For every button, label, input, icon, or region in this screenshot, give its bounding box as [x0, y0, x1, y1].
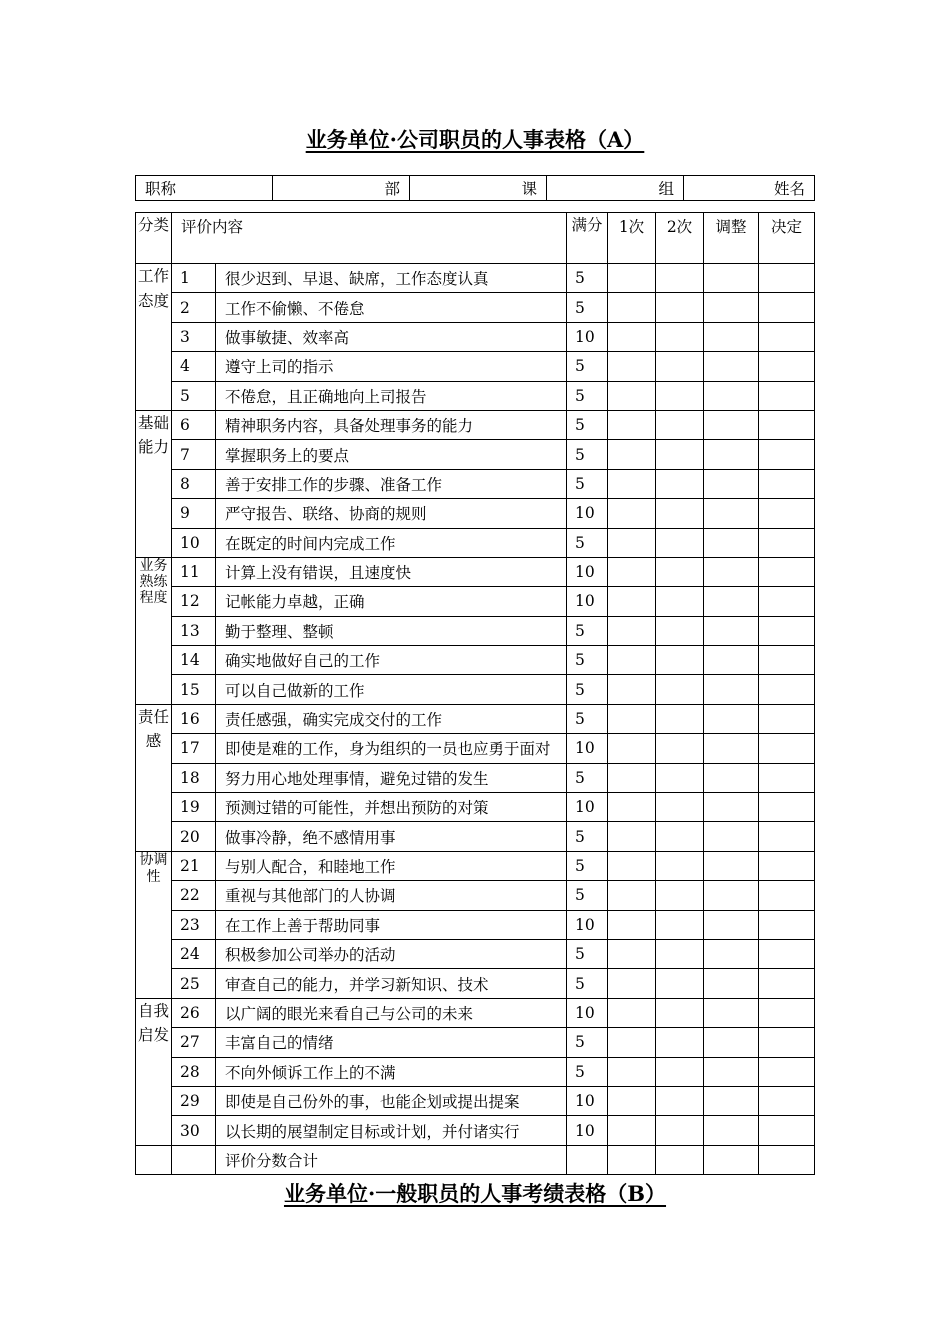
item-number: 4 [172, 352, 216, 381]
max-score: 5 [567, 264, 608, 293]
second-score-cell[interactable] [656, 1086, 704, 1115]
first-score-cell[interactable] [608, 1116, 656, 1145]
item-description: 精神职务内容，具备处理事务的能力 [216, 410, 567, 439]
item-number: 26 [172, 998, 216, 1027]
item-description: 工作不偷懒、不倦怠 [216, 293, 567, 322]
second-score-cell[interactable] [656, 381, 704, 410]
group-field[interactable]: 组 [547, 176, 684, 201]
table-row [136, 939, 815, 968]
decision-cell[interactable] [759, 881, 815, 910]
table-row [136, 969, 815, 998]
table-row [136, 763, 815, 792]
item-number: 13 [172, 616, 216, 645]
max-score: 5 [567, 528, 608, 557]
total-second-cell[interactable] [656, 1145, 704, 1174]
second-score-cell[interactable] [656, 939, 704, 968]
adjust-cell[interactable] [704, 704, 759, 733]
adjust-cell[interactable] [704, 793, 759, 822]
adjust-cell[interactable] [704, 939, 759, 968]
item-description: 记帐能力卓越，正确 [216, 587, 567, 616]
second-score-cell[interactable] [656, 851, 704, 880]
decision-cell[interactable] [759, 322, 815, 351]
item-number: 22 [172, 881, 216, 910]
adjust-cell[interactable] [704, 616, 759, 645]
total-first-cell[interactable] [608, 1145, 656, 1174]
first-score-cell[interactable] [608, 851, 656, 880]
item-number: 7 [172, 440, 216, 469]
item-description: 不倦怠，且正确地向上司报告 [216, 381, 567, 410]
item-number: 27 [172, 1028, 216, 1057]
item-number: 17 [172, 734, 216, 763]
adjust-cell[interactable] [704, 1057, 759, 1086]
adjust-cell[interactable] [704, 264, 759, 293]
decision-cell[interactable] [759, 704, 815, 733]
decision-cell[interactable] [759, 352, 815, 381]
first-score-cell[interactable] [608, 881, 656, 910]
first-score-cell[interactable] [608, 675, 656, 704]
table-row [136, 410, 815, 439]
max-score: 10 [567, 557, 608, 586]
adjust-cell[interactable] [704, 499, 759, 528]
table-row [136, 998, 815, 1027]
first-score-cell[interactable] [608, 499, 656, 528]
table-row [136, 910, 815, 939]
table-row [136, 646, 815, 675]
first-score-cell[interactable] [608, 910, 656, 939]
item-description: 在既定的时间内完成工作 [216, 528, 567, 557]
max-score: 5 [567, 675, 608, 704]
first-score-cell[interactable] [608, 1086, 656, 1115]
second-score-cell[interactable] [656, 793, 704, 822]
form-b-title: 业务单位·一般职员的人事考绩表格（B） [283, 1181, 667, 1206]
name-field[interactable]: 姓名 [684, 176, 815, 201]
table-row [136, 822, 815, 851]
max-score: 10 [567, 499, 608, 528]
max-score: 5 [567, 939, 608, 968]
table-row [136, 469, 815, 498]
adjust-cell[interactable] [704, 528, 759, 557]
adjust-cell[interactable] [704, 822, 759, 851]
first-score-cell[interactable] [608, 381, 656, 410]
item-description: 掌握职务上的要点 [216, 440, 567, 469]
decision-cell[interactable] [759, 793, 815, 822]
table-row [136, 1057, 815, 1086]
table-row [136, 704, 815, 733]
first-score-cell[interactable] [608, 410, 656, 439]
adjust-cell[interactable] [704, 440, 759, 469]
adjust-cell[interactable] [704, 763, 759, 792]
total-decision-cell[interactable] [759, 1145, 815, 1174]
item-description: 审查自己的能力，并学习新知识、技术 [216, 969, 567, 998]
table-row [136, 499, 815, 528]
adjust-header: 调整 [704, 213, 759, 264]
table-row [136, 1028, 815, 1057]
item-number: 2 [172, 293, 216, 322]
table-row [136, 675, 815, 704]
table-row [136, 440, 815, 469]
item-description: 责任感强，确实完成交付的工作 [216, 704, 567, 733]
adjust-cell[interactable] [704, 1086, 759, 1115]
first-score-cell[interactable] [608, 734, 656, 763]
second-score-cell[interactable] [656, 734, 704, 763]
table-header-row [136, 213, 815, 264]
first-score-cell[interactable] [608, 969, 656, 998]
item-description: 以长期的展望制定目标或计划，并付诸实行 [216, 1116, 567, 1145]
max-score: 5 [567, 1057, 608, 1086]
max-score: 5 [567, 616, 608, 645]
max-score: 5 [567, 410, 608, 439]
adjust-cell[interactable] [704, 410, 759, 439]
max-score: 10 [567, 734, 608, 763]
category-label: 协调性 [136, 851, 172, 998]
first-score-cell[interactable] [608, 352, 656, 381]
item-description: 很少迟到、早退、缺席，工作态度认真 [216, 264, 567, 293]
item-number: 8 [172, 469, 216, 498]
adjust-cell[interactable] [704, 998, 759, 1027]
first-score-cell[interactable] [608, 557, 656, 586]
first-score-cell[interactable] [608, 293, 656, 322]
decision-cell[interactable] [759, 616, 815, 645]
decision-cell[interactable] [759, 851, 815, 880]
max-score: 5 [567, 646, 608, 675]
first-round-header: 1次 [608, 213, 656, 264]
item-description: 计算上没有错误，且速度快 [216, 557, 567, 586]
total-row [136, 1145, 815, 1174]
max-score: 5 [567, 293, 608, 322]
item-number: 5 [172, 381, 216, 410]
decision-cell[interactable] [759, 998, 815, 1027]
item-number: 21 [172, 851, 216, 880]
first-score-cell[interactable] [608, 322, 656, 351]
adjust-cell[interactable] [704, 881, 759, 910]
table-row [136, 587, 815, 616]
second-score-cell[interactable] [656, 910, 704, 939]
adjust-cell[interactable] [704, 851, 759, 880]
max-score: 5 [567, 1028, 608, 1057]
decision-cell[interactable] [759, 381, 815, 410]
decision-cell[interactable] [759, 734, 815, 763]
first-score-cell[interactable] [608, 264, 656, 293]
department-field[interactable]: 部 [273, 176, 410, 201]
content-header: 评价内容 [172, 213, 567, 264]
item-number: 18 [172, 763, 216, 792]
total-adjust-cell[interactable] [704, 1145, 759, 1174]
max-score: 5 [567, 352, 608, 381]
second-score-cell[interactable] [656, 1116, 704, 1145]
position-field[interactable]: 职称 [136, 176, 273, 201]
category-header: 分类 [136, 213, 172, 264]
first-score-cell[interactable] [608, 1057, 656, 1086]
max-score: 5 [567, 851, 608, 880]
table-row [136, 881, 815, 910]
second-score-cell[interactable] [656, 499, 704, 528]
second-score-cell[interactable] [656, 410, 704, 439]
adjust-cell[interactable] [704, 557, 759, 586]
first-score-cell[interactable] [608, 939, 656, 968]
decision-cell[interactable] [759, 1028, 815, 1057]
adjust-cell[interactable] [704, 646, 759, 675]
item-number: 11 [172, 557, 216, 586]
second-score-cell[interactable] [656, 646, 704, 675]
item-description: 积极参加公司举办的活动 [216, 939, 567, 968]
max-score: 10 [567, 793, 608, 822]
item-description: 预测过错的可能性，并想出预防的对策 [216, 793, 567, 822]
adjust-cell[interactable] [704, 1116, 759, 1145]
second-score-cell[interactable] [656, 616, 704, 645]
adjust-cell[interactable] [704, 293, 759, 322]
category-label: 业务熟练程度 [136, 557, 172, 704]
max-score: 10 [567, 998, 608, 1027]
first-score-cell[interactable] [608, 1028, 656, 1057]
second-score-cell[interactable] [656, 998, 704, 1027]
item-description: 丰富自己的情绪 [216, 1028, 567, 1057]
item-number: 20 [172, 822, 216, 851]
max-score: 5 [567, 822, 608, 851]
table-row [136, 734, 815, 763]
evaluation-table [135, 212, 815, 1175]
decision-cell[interactable] [759, 969, 815, 998]
adjust-cell[interactable] [704, 734, 759, 763]
item-number: 30 [172, 1116, 216, 1145]
item-number: 12 [172, 587, 216, 616]
first-score-cell[interactable] [608, 616, 656, 645]
item-number: 16 [172, 704, 216, 733]
category-label: 基础能力 [136, 410, 172, 557]
second-score-cell[interactable] [656, 264, 704, 293]
decision-cell[interactable] [759, 264, 815, 293]
decision-cell[interactable] [759, 528, 815, 557]
decision-cell[interactable] [759, 499, 815, 528]
table-row [136, 851, 815, 880]
total-max-cell [567, 1145, 608, 1174]
decision-header: 决定 [759, 213, 815, 264]
decision-cell[interactable] [759, 675, 815, 704]
item-description: 勤于整理、整顿 [216, 616, 567, 645]
item-description: 不向外倾诉工作上的不满 [216, 1057, 567, 1086]
item-number: 29 [172, 1086, 216, 1115]
decision-cell[interactable] [759, 469, 815, 498]
item-number: 1 [172, 264, 216, 293]
max-score: 10 [567, 1086, 608, 1115]
item-number: 28 [172, 1057, 216, 1086]
table-row [136, 1116, 815, 1145]
max-score: 10 [567, 587, 608, 616]
table-row [136, 793, 815, 822]
item-number: 15 [172, 675, 216, 704]
score-header: 满分 [567, 213, 608, 264]
decision-cell[interactable] [759, 646, 815, 675]
decision-cell[interactable] [759, 763, 815, 792]
first-score-cell[interactable] [608, 763, 656, 792]
decision-cell[interactable] [759, 1057, 815, 1086]
item-number: 14 [172, 646, 216, 675]
second-score-cell[interactable] [656, 293, 704, 322]
max-score: 5 [567, 763, 608, 792]
second-score-cell[interactable] [656, 704, 704, 733]
second-round-header: 2次 [656, 213, 704, 264]
total-label: 评价分数合计 [216, 1145, 567, 1174]
total-number-cell [172, 1145, 216, 1174]
item-description: 做事冷静，绝不感情用事 [216, 822, 567, 851]
decision-cell[interactable] [759, 410, 815, 439]
table-row [136, 352, 815, 381]
item-description: 即使是自己份外的事，也能企划或提出提案 [216, 1086, 567, 1115]
item-description: 即使是难的工作，身为组织的一员也应勇于面对 [216, 734, 567, 763]
category-label: 自我启发 [136, 998, 172, 1145]
adjust-cell[interactable] [704, 1028, 759, 1057]
second-score-cell[interactable] [656, 822, 704, 851]
item-description: 重视与其他部门的人协调 [216, 881, 567, 910]
max-score: 5 [567, 881, 608, 910]
decision-cell[interactable] [759, 557, 815, 586]
adjust-cell[interactable] [704, 381, 759, 410]
adjust-cell[interactable] [704, 587, 759, 616]
item-number: 3 [172, 322, 216, 351]
item-description: 确实地做好自己的工作 [216, 646, 567, 675]
first-score-cell[interactable] [608, 998, 656, 1027]
table-row [136, 528, 815, 557]
item-description: 以广阔的眼光来看自己与公司的未来 [216, 998, 567, 1027]
item-description: 善于安排工作的步骤、准备工作 [216, 469, 567, 498]
category-label: 工作态度 [136, 264, 172, 411]
table-row [136, 557, 815, 586]
adjust-cell[interactable] [704, 469, 759, 498]
decision-cell[interactable] [759, 1086, 815, 1115]
decision-cell[interactable] [759, 440, 815, 469]
second-score-cell[interactable] [656, 322, 704, 351]
table-row [136, 293, 815, 322]
first-score-cell[interactable] [608, 822, 656, 851]
section-field[interactable]: 课 [410, 176, 547, 201]
table-row [136, 616, 815, 645]
second-score-cell[interactable] [656, 1028, 704, 1057]
category-label: 责任感 [136, 704, 172, 851]
item-description: 努力用心地处理事情，避免过错的发生 [216, 763, 567, 792]
second-score-cell[interactable] [656, 1057, 704, 1086]
first-score-cell[interactable] [608, 704, 656, 733]
adjust-cell[interactable] [704, 910, 759, 939]
first-score-cell[interactable] [608, 587, 656, 616]
adjust-cell[interactable] [704, 352, 759, 381]
decision-cell[interactable] [759, 910, 815, 939]
item-description: 做事敏捷、效率高 [216, 322, 567, 351]
max-score: 5 [567, 381, 608, 410]
second-score-cell[interactable] [656, 969, 704, 998]
decision-cell[interactable] [759, 293, 815, 322]
first-score-cell[interactable] [608, 646, 656, 675]
item-description: 与别人配合，和睦地工作 [216, 851, 567, 880]
total-category-cell [136, 1145, 172, 1174]
second-score-cell[interactable] [656, 675, 704, 704]
max-score: 5 [567, 440, 608, 469]
item-description: 在工作上善于帮助同事 [216, 910, 567, 939]
item-description: 可以自己做新的工作 [216, 675, 567, 704]
item-number: 25 [172, 969, 216, 998]
first-score-cell[interactable] [608, 528, 656, 557]
second-score-cell[interactable] [656, 469, 704, 498]
decision-cell[interactable] [759, 587, 815, 616]
max-score: 5 [567, 704, 608, 733]
second-score-cell[interactable] [656, 440, 704, 469]
second-score-cell[interactable] [656, 557, 704, 586]
decision-cell[interactable] [759, 1116, 815, 1145]
second-score-cell[interactable] [656, 587, 704, 616]
max-score: 5 [567, 469, 608, 498]
item-number: 10 [172, 528, 216, 557]
max-score: 10 [567, 1116, 608, 1145]
item-description: 遵守上司的指示 [216, 352, 567, 381]
max-score: 10 [567, 322, 608, 351]
decision-cell[interactable] [759, 939, 815, 968]
max-score: 5 [567, 969, 608, 998]
first-score-cell[interactable] [608, 793, 656, 822]
item-number: 9 [172, 499, 216, 528]
first-score-cell[interactable] [608, 469, 656, 498]
item-number: 23 [172, 910, 216, 939]
table-row [136, 1086, 815, 1115]
item-description: 严守报告、联络、协商的规则 [216, 499, 567, 528]
second-score-cell[interactable] [656, 528, 704, 557]
form-a-title: 业务单位·公司职员的人事表格（A） [305, 127, 645, 152]
second-score-cell[interactable] [656, 352, 704, 381]
second-score-cell[interactable] [656, 881, 704, 910]
table-row [136, 322, 815, 351]
item-number: 24 [172, 939, 216, 968]
max-score: 10 [567, 910, 608, 939]
adjust-cell[interactable] [704, 675, 759, 704]
table-row [136, 381, 815, 410]
item-number: 19 [172, 793, 216, 822]
first-score-cell[interactable] [608, 440, 656, 469]
adjust-cell[interactable] [704, 322, 759, 351]
adjust-cell[interactable] [704, 969, 759, 998]
item-number: 6 [172, 410, 216, 439]
employee-info-header [135, 175, 815, 201]
table-row [136, 264, 815, 293]
decision-cell[interactable] [759, 822, 815, 851]
second-score-cell[interactable] [656, 763, 704, 792]
